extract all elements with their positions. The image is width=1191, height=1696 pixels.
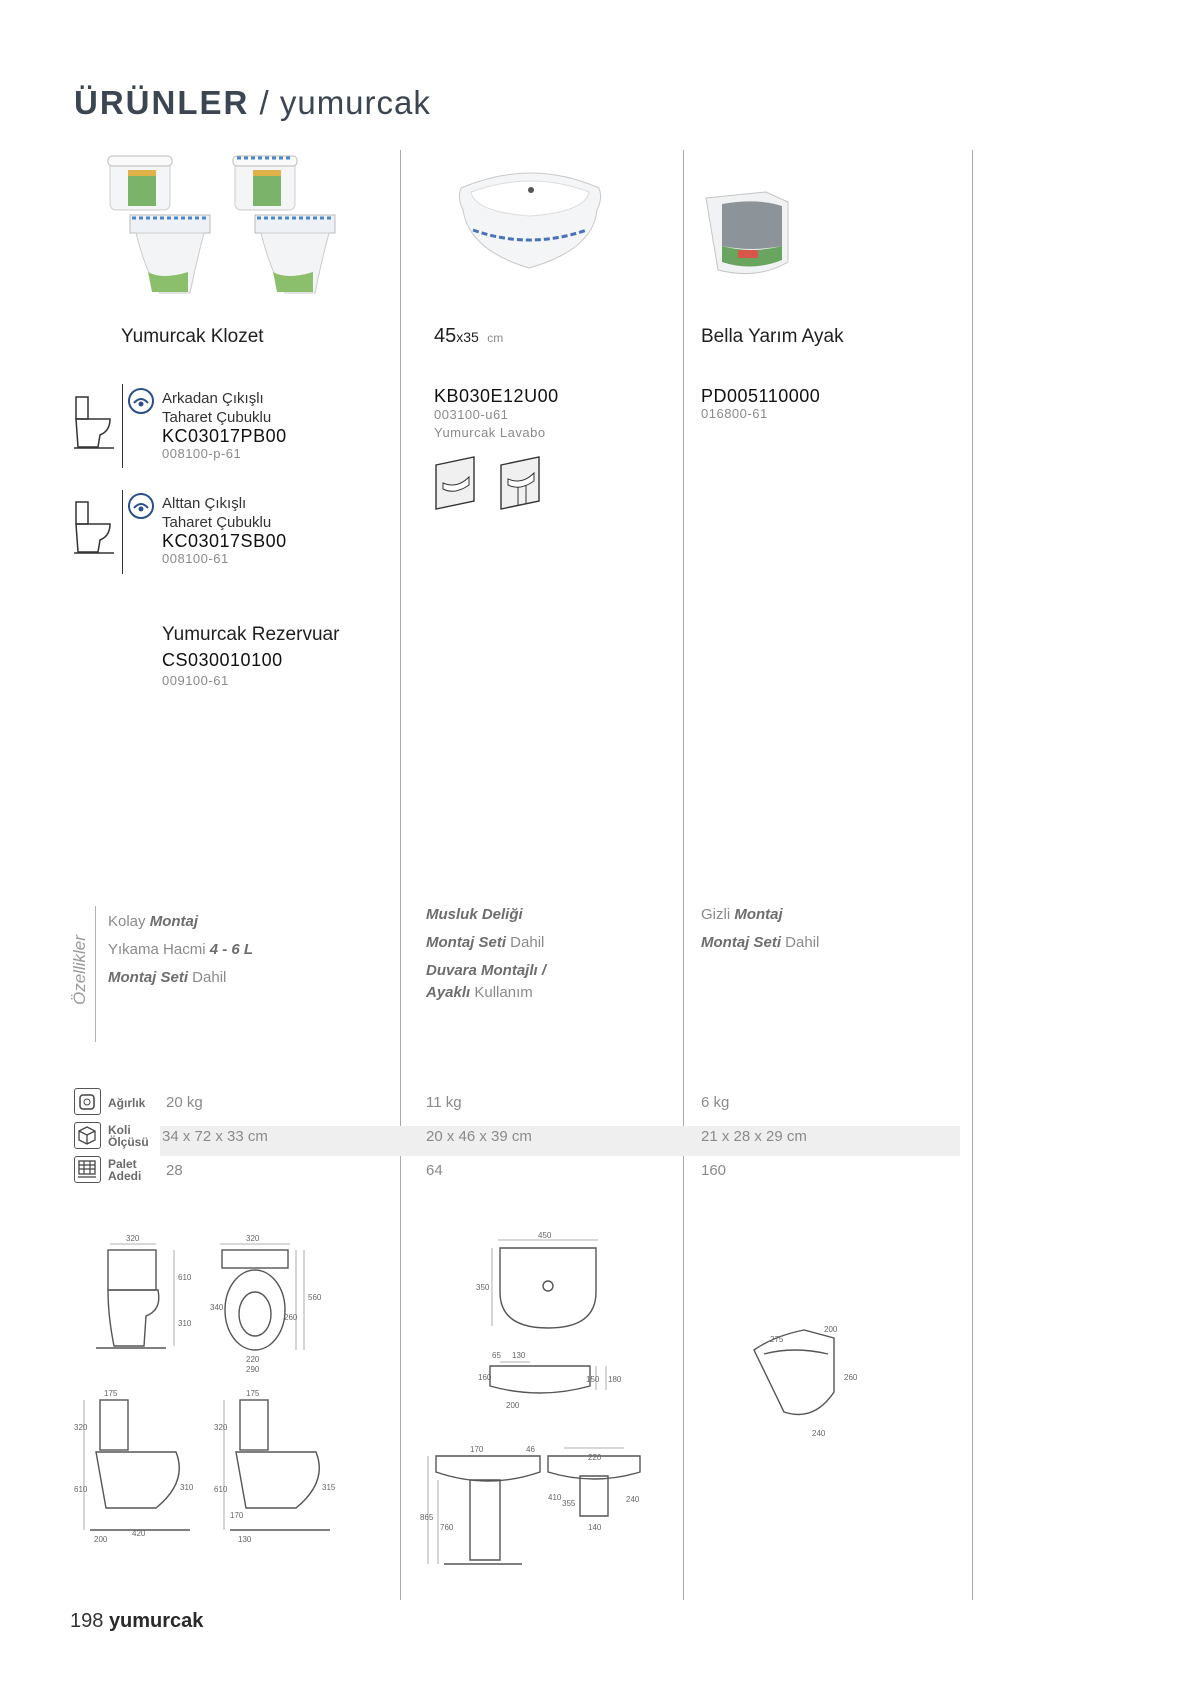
column-divider [683, 150, 684, 1600]
spec-label: Koli [108, 1123, 131, 1137]
column-divider [972, 150, 973, 1600]
box-icon [74, 1122, 101, 1149]
dim-label: 175 [246, 1389, 260, 1398]
bidet-rod-icon [127, 387, 155, 415]
dim-label: 220 [588, 1453, 602, 1462]
dim-label: 46 [526, 1445, 535, 1454]
dim-label: 275 [770, 1335, 784, 1344]
dim-label: 420 [132, 1529, 146, 1538]
basin-size: 45x35 cm [434, 325, 504, 347]
reservoir-name: Yumurcak Rezervuar [162, 624, 340, 645]
toilet-bottom-outlet-icon [72, 497, 118, 557]
dim-label: 760 [440, 1523, 454, 1532]
pallet-icon [74, 1156, 101, 1183]
dim-label: 315 [322, 1483, 336, 1492]
dim-label: 410 [548, 1493, 562, 1502]
variant-divider [122, 384, 123, 468]
spec-label: Adedi [108, 1169, 142, 1183]
dim-label: 320 [126, 1234, 140, 1243]
dim-label: 180 [608, 1375, 622, 1384]
spec-value: 11 kg [426, 1094, 462, 1111]
half-pedestal-code: PD005110000 [701, 386, 821, 406]
dim-label: 175 [104, 1389, 118, 1398]
toilet-technical-drawing [70, 1230, 370, 1550]
dim-label: 340 [210, 1303, 224, 1312]
dim-label: 310 [180, 1483, 194, 1492]
variant-label: Alttan Çıkışlı [162, 495, 247, 512]
pedestal-mount-icon [498, 455, 543, 510]
reservoir-code: CS030010100 [162, 650, 283, 670]
spec-value: 6 kg [701, 1094, 730, 1111]
variant-sub-code: 008100-61 [162, 551, 229, 566]
dim-label: 240 [626, 1495, 640, 1504]
feature-item: Duvara Montajlı / [426, 962, 547, 979]
basin-product-image [455, 170, 605, 275]
dim-label: 355 [562, 1499, 576, 1508]
dim-label: 150 [586, 1375, 600, 1384]
dim-label: 560 [308, 1293, 322, 1302]
dim-label: 260 [844, 1373, 858, 1382]
toilet-product-image [100, 150, 350, 305]
dim-label: 450 [538, 1231, 552, 1240]
spec-value: 160 [701, 1162, 727, 1179]
basin-sub-name: Yumurcak Lavabo [434, 425, 546, 440]
dim-label: 260 [284, 1313, 298, 1322]
bidet-rod-icon [127, 492, 155, 520]
feature-item: Yıkama Hacmi 4 - 6 L [108, 941, 254, 958]
dim-label: 200 [506, 1401, 520, 1410]
dim-label: 610 [178, 1273, 192, 1282]
weight-icon [74, 1088, 101, 1115]
half-pedestal-product-image [702, 190, 792, 275]
dim-label: 290 [246, 1365, 260, 1374]
variant-divider [122, 490, 123, 574]
features-divider [95, 906, 96, 1042]
basin-technical-drawing [420, 1230, 660, 1570]
feature-item: Kolay Montaj [108, 913, 199, 930]
feature-item: Montaj Seti Dahil [701, 934, 820, 951]
column-divider [400, 150, 401, 1600]
dim-label: 130 [238, 1535, 252, 1544]
features-title: Özellikler [70, 935, 89, 1005]
feature-item: Ayaklı Kullanım [426, 984, 533, 1001]
wall-mount-icon [433, 455, 478, 510]
spec-label: Palet [108, 1157, 137, 1171]
feature-item: Musluk Deliği [426, 906, 523, 923]
toilet-rear-outlet-icon [72, 392, 118, 452]
page-number: 198 [70, 1610, 104, 1632]
feature-item: Gizli Montaj [701, 906, 783, 923]
dim-label: 170 [470, 1445, 484, 1454]
dim-label: 240 [812, 1429, 826, 1438]
spec-value: 34 x 72 x 33 cm [162, 1128, 268, 1145]
dim-label: 200 [824, 1325, 838, 1334]
page-title-bold: ÜRÜNLER [74, 84, 250, 121]
reservoir-sub-code: 009100-61 [162, 673, 229, 688]
variant-code: KC03017PB00 [162, 426, 287, 446]
page-title [74, 84, 431, 122]
feature-item: Montaj Seti Dahil [108, 969, 227, 986]
spec-row-highlight [160, 1126, 960, 1156]
spec-value: 20 kg [166, 1094, 203, 1111]
dim-label: 320 [74, 1423, 88, 1432]
dim-label: 140 [588, 1523, 602, 1532]
half-pedestal-sub-code: 016800-61 [701, 406, 768, 421]
dim-label: 350 [476, 1283, 490, 1292]
dim-label: 200 [94, 1535, 108, 1544]
dim-label: 170 [230, 1511, 244, 1520]
spec-value: 64 [426, 1162, 443, 1179]
dim-label: 160 [478, 1373, 492, 1382]
spec-label: Ölçüsü [108, 1135, 149, 1149]
half-pedestal-name: Bella Yarım Ayak [701, 326, 844, 347]
dim-label: 65 [492, 1351, 501, 1360]
basin-code: KB030E12U00 [434, 386, 559, 406]
dim-label: 220 [246, 1355, 260, 1364]
page-footer [70, 1610, 203, 1633]
dim-label: 130 [512, 1351, 526, 1360]
basin-sub-code: 003100-u61 [434, 407, 509, 422]
dim-label: 610 [214, 1485, 228, 1494]
spec-value: 20 x 46 x 39 cm [426, 1128, 532, 1145]
variant-label: Arkadan Çıkışlı [162, 390, 264, 407]
variant-label: Taharet Çubuklu [162, 514, 272, 531]
dim-label: 310 [178, 1319, 192, 1328]
dim-label: 320 [246, 1234, 260, 1243]
footer-series-name: yumurcak [108, 1610, 204, 1632]
spec-label: Ağırlık [108, 1096, 146, 1110]
page-title-rest: / yumurcak [259, 84, 431, 121]
feature-item: Montaj Seti Dahil [426, 934, 545, 951]
variant-code: KC03017SB00 [162, 531, 287, 551]
variant-sub-code: 008100-p-61 [162, 446, 242, 461]
dim-label: 865 [420, 1513, 434, 1522]
variant-label: Taharet Çubuklu [162, 409, 272, 426]
toilet-product-name: Yumurcak Klozet [121, 326, 264, 347]
spec-value: 28 [166, 1162, 183, 1179]
dim-label: 320 [214, 1423, 228, 1432]
half-pedestal-technical-drawing [740, 1310, 880, 1450]
spec-value: 21 x 28 x 29 cm [701, 1128, 807, 1145]
dim-label: 610 [74, 1485, 88, 1494]
